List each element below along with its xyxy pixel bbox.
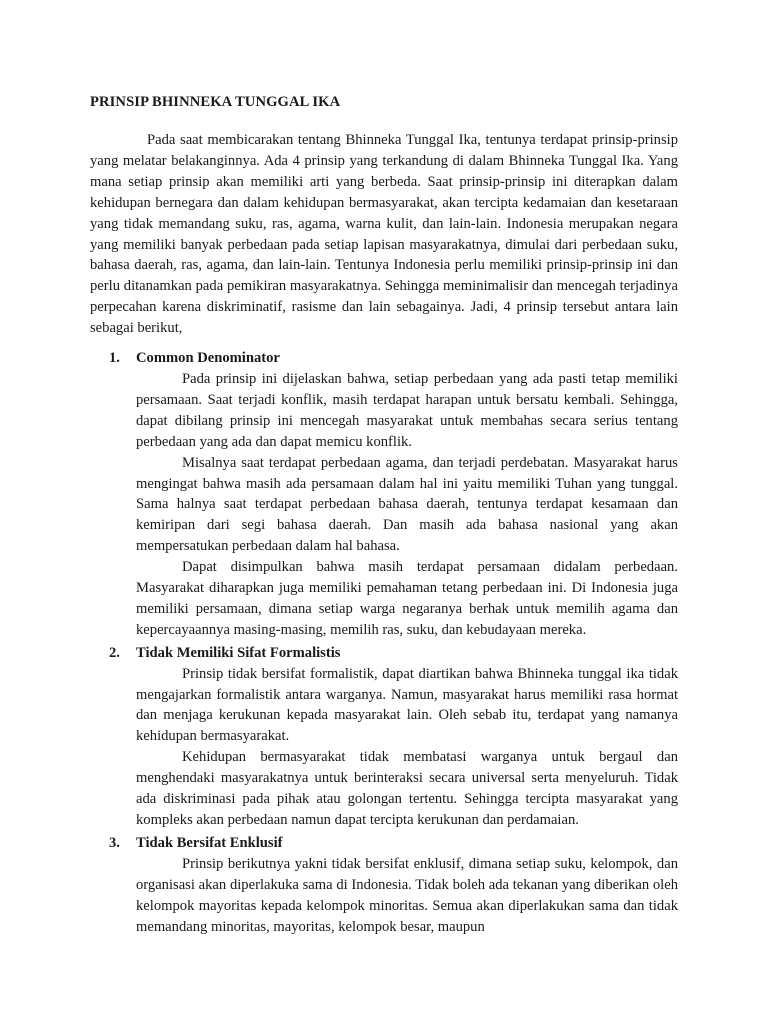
document-title: PRINSIP BHINNEKA TUNGGAL IKA	[90, 94, 341, 110]
section-paragraph: Prinsip berikutnya yakni tidak bersifat enklusif, dimana setiap suku, kelompok, dan organisasi akan diperlakuka sama di Indonesia. Tidak boleh ada tekanan yang diberikan oleh kelompok mayoritas kepada kelompok minoritas. Semua akan diperlakukan sama dan tidak memandang minoritas, mayoritas, kelompok besar, maupun	[136, 855, 678, 935]
section-paragraph: Dapat disimpulkan bahwa masih terdapat persamaan didalam perbedaan. Masyarakat diharapkan juga memiliki pemahaman tetang perbedaan ini. Di Indonesia juga memiliki persamaan, dimana setiap warga negaranya berhak untuk memilih agama dan kepercayaannya masing-masing, memilih ras, suku, dan kebudayaan mereka.	[136, 559, 678, 638]
section-number: 1.	[109, 350, 120, 367]
section-heading	[109, 348, 678, 369]
section-number: 2.	[109, 644, 120, 661]
intro-paragraph: Pada saat membicarakan tentang Bhinneka Tunggal Ika, tentunya terdapat prinsip-prinsip yang melatar belakanginnya. Ada 4 prinsip yang terkandung di dalam Bhinneka Tunggal Ika. Yang mana setiap prinsip akan memiliki arti yang berbeda. Saat prinsip-prinsip ini diterapkan dalam kehidupan bernegara dan dalam kehidupan bermasyarakat, akan tercipta kedamaian dan kesetaraan yang tidak memandang suku, ras, agama, warna kulit, dan lain-lain. Indonesia merupakan negara yang memiliki banyak perbedaan pada setiap lapisan masyarakatnya, dimulai dari perbedaan suku, bahasa daerah, ras, agama, dan lain-lain. Tentunya Indonesia perlu memiliki prinsip-prinsip ini dan perlu ditanamkan pada pemikiran masyarakatnya. Sehingga meminimalisir dan mencegah terjadinya perpecahan karena diskriminatif, rasisme dan lain sebagainya. Jadi, 4 prinsip tersebut antara lain sebagai berikut,	[90, 132, 678, 337]
section-paragraph: Misalnya saat terdapat perbedaan agama, dan terjadi perdebatan. Masyarakat harus mengingat bahwa masih ada persamaan dalam hal ini yaitu memiliki Tuhan yang tunggal. Sama halnya saat terdapat perbedaan bahasa daerah, tentunya terdapat kesamaan dan kemiripan dari segi bahasa daerah. Dan masih ada bahasa nasional yang akan mempersatukan perbedaan dalam hal bahasa.	[136, 454, 678, 555]
section-title: Common Denominator	[136, 350, 280, 367]
section-heading	[109, 643, 678, 664]
section-paragraph: Prinsip tidak bersifat formalistik, dapat diartikan bahwa Bhinneka tunggal ika tidak mengajarkan formalistik antara warganya. Namun, masyarakat harus memiliki rasa hormat dan menjaga kerukunan kepada masyarakat lain. Oleh sebab itu, terdapat yang namanya kehidupan bermasyarakat.	[136, 665, 678, 745]
section-heading	[109, 833, 678, 854]
section-body	[136, 664, 678, 831]
section-title: Tidak Memiliki Sifat Formalistis	[136, 644, 341, 661]
section-common-denominator	[90, 348, 678, 641]
section-body	[136, 854, 678, 938]
section-tidak-formalistis	[90, 643, 678, 831]
section-body	[136, 369, 678, 641]
section-paragraph: Pada prinsip ini dijelaskan bahwa, setiap perbedaan yang ada pasti tetap memiliki persamaan. Saat terjadi konflik, masih terdapat harapan untuk bersatu kembali. Sehingga, dapat dibilang prinsip ini mencegah masyarakat untuk membahas secara serius tentang perbedaan yang ada dan dapat memicu konflik.	[136, 370, 678, 450]
section-number: 3.	[109, 834, 120, 851]
section-tidak-enklusif	[90, 833, 678, 938]
section-paragraph: Kehidupan bermasyarakat tidak membatasi warganya untuk bergaul dan menghendaki masyarakatnya untuk berinteraksi secara universal serta menyeluruh. Tidak ada diskriminasi pada pihak atau golongan tertentu. Sehingga tercipta masyarakat yang kompleks akan perbedaan namun dapat tercipta kerukunan dan perdamaian.	[136, 749, 678, 828]
section-title: Tidak Bersifat Enklusif	[136, 834, 283, 851]
